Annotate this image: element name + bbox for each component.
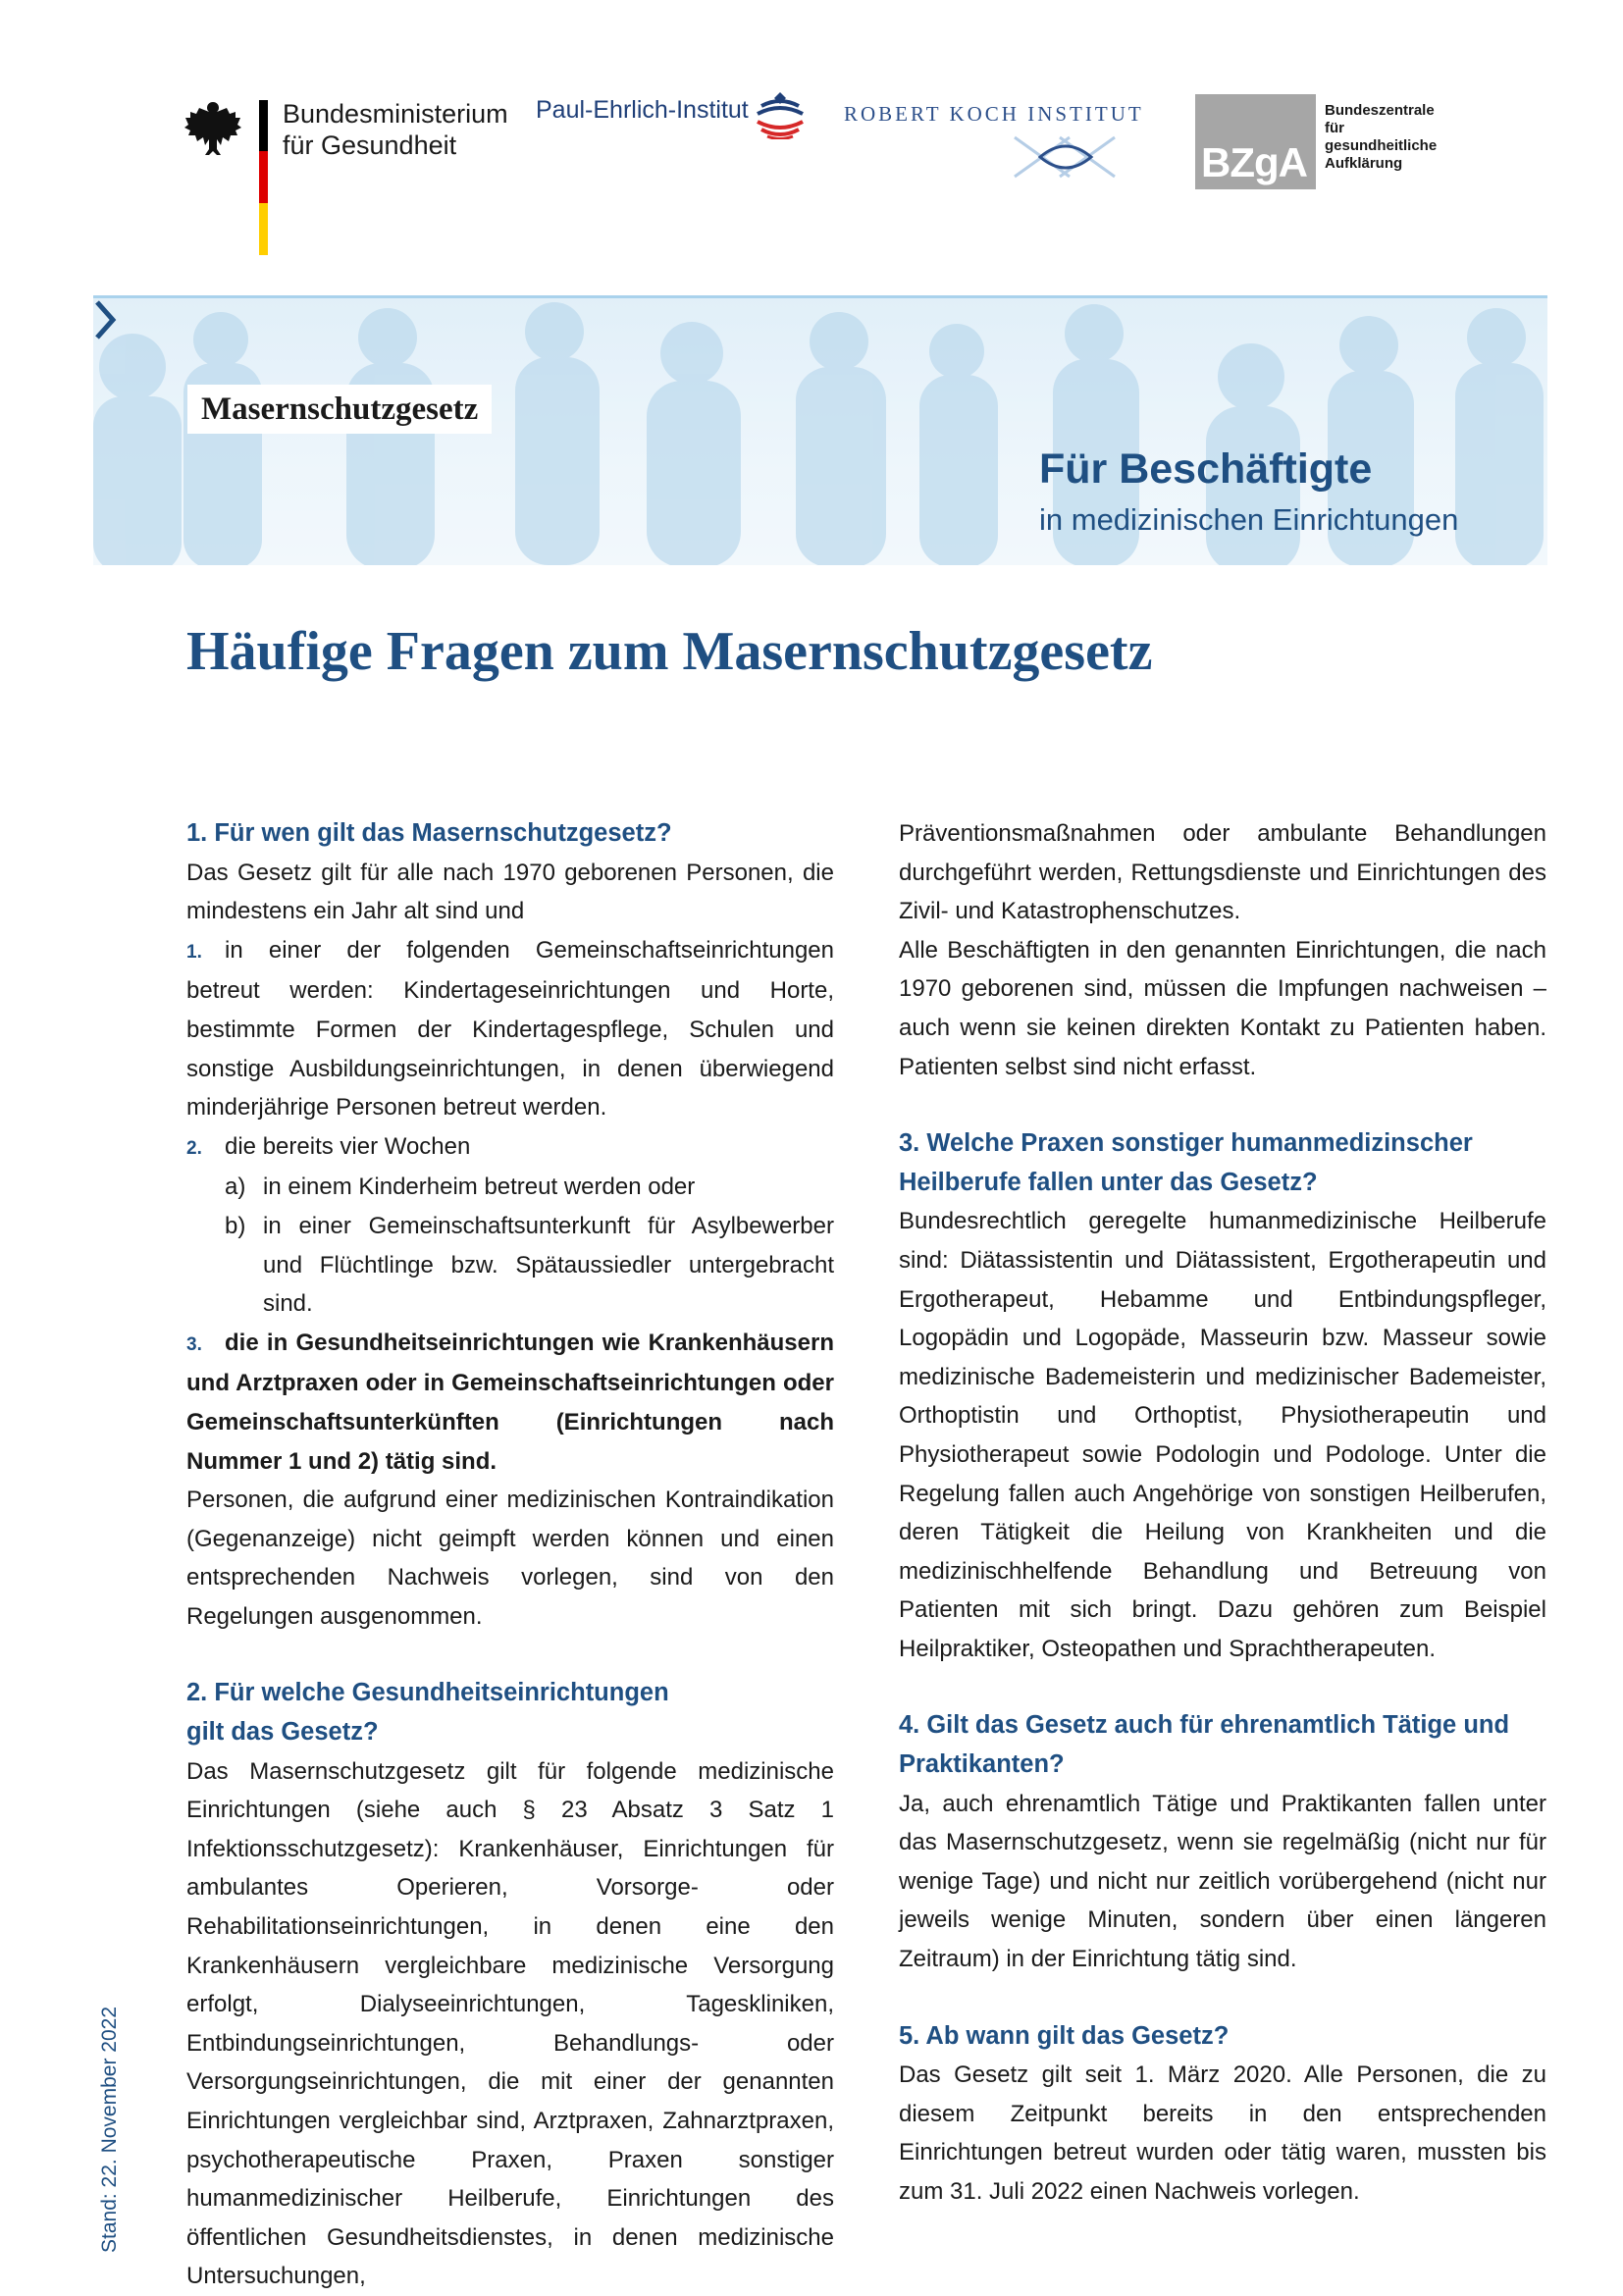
- right-column: [899, 814, 1546, 2212]
- bzga-logo: [1195, 94, 1470, 192]
- list-item-3: 3. die in Gesundheitseinrichtungen wie Krankenhäusern und Arztpraxen oder in Gemeinschaftseinrichtungen oder Gemeinschaftsunterkünften (Einrichtungen nach Nummer 1 und 2) tätig sind.: [186, 1329, 834, 1475]
- bzga-name: Bundeszentrale für gesundheitliche Aufklärung: [1325, 102, 1438, 172]
- section-4-body: Ja, auch ehrenamtlich Tätige und Praktikanten fallen unter das Masernschutzgesetz, wenn sie regelmäßig (nicht nur für wenige Tage) und nicht nur zeitlich vorübergehend (nicht nur jeweils wenige Minuten, sondern über einen längeren Zeitraum) in der Einrichtung tätig sind.: [899, 1790, 1546, 1973]
- section-1-heading: 1. Für wen gilt das Masernschutzgesetz?: [186, 819, 672, 847]
- banner-tag: Masernschutzgesetz: [187, 385, 492, 434]
- bzga-mark: BZgA: [1195, 94, 1316, 189]
- section-1-outro: Personen, die aufgrund einer medizinischen Kontraindikation (Gegenanzeige) nicht geimpft werden können und einen entsprechenden Nachweis vorlegen, sind von den Regelungen ausgenommen.: [186, 1487, 834, 1630]
- section-2-body-continued: Präventionsmaßnahmen oder ambulante Behandlungen durchgeführt werden, Rettungsdienste und Einrichtungen des Zivil- und Katastrophenschutzes.: [899, 820, 1546, 925]
- list-item-2: 2. die bereits vier Wochen: [186, 1132, 471, 1160]
- date-stamp: Stand: 22. November 2022: [98, 2007, 121, 2253]
- section-2-body: Das Masernschutzgesetz gilt für folgende medizinische Einrichtungen (siehe auch § 23 Absatz 3 Satz 1 Infektionsschutzgesetz): Krankenhäuser, Einrichtungen für ambulantes Operieren, Vorsorge- oder Rehabilitationseinrichtungen, in denen eine den Krankenhäusern vergleichbare medizinische Versorgung erfolgt, Dialyseeinrichtungen, Tageskliniken, Entbindungseinrichtungen, Behandlungs- oder Versorgungseinrichtungen, die mit einer der genannten Einrichtungen vergleichbar sind, Arztpraxen, Zahnarztpraxen, psychotherapeutische Praxen, Praxen sonstiger humanmedizinischer Heilberufe, Einrichtungen des öffentlichen Gesundheitsdienstes, in denen medizinische Untersuchungen,: [186, 1757, 834, 2290]
- list-item-2b: b) in einer Gemeinschaftsunterkunft für Asylbewerber und Flüchtlinge bzw. Spätaussiedler untergebracht sind.: [225, 1212, 834, 1318]
- section-4-heading: 4. Gilt das Gesetz auch für ehrenamtlich Tätige und Praktikanten?: [899, 1711, 1510, 1779]
- section-3-body: Bundesrechtlich geregelte humanmedizinische Heilberufe sind: Diätassistentin und Diätassistent, Ergotherapeutin und Ergotherapeut, Hebamme und Entbindungspfleger, Logopädin und Logopäde, Masseurin bzw. Masseur sowie medizinische Bademeisterin und medizinischer Bademeister, Orthoptistin und Orthoptist, Physiotherapeutin und Physiotherapeut sowie Podologin und Podologe. Unter die Regelung fallen auch Angehörige von sonstigen Heilberufen, deren Tätigkeit die Heilung von Krankheiten und die medizinischhelfende Behandlung und Betreuung von Patienten mit sich bringt. Dazu gehören zum Beispiel Heilpraktiker, Osteopathen und Sprachtherapeuten.: [899, 1208, 1546, 1662]
- federal-eagle-icon: [181, 96, 245, 161]
- section-3-heading: 3. Welche Praxen sonstiger humanmedizinscher Heilberufe fallen unter das Gesetz?: [899, 1129, 1473, 1196]
- pei-logo: [536, 90, 811, 139]
- rki-name: ROBERT KOCH INSTITUT: [844, 102, 1144, 126]
- pei-name: Paul-Ehrlich-Institut: [536, 96, 749, 124]
- section-5-body: Das Gesetz gilt seit 1. März 2020. Alle Personen, die zu diesem Zeitpunkt bereits in den entsprechenden Einrichtungen betreut wurden oder tätig waren, mussten bis zum 31. Juli 2022 einen Nachweis vorlegen.: [899, 2061, 1546, 2205]
- banner-title: Für Beschäftigte: [1039, 445, 1373, 493]
- german-flag-bar: [259, 100, 268, 255]
- rki-logo: [844, 98, 1158, 186]
- section-5-heading: 5. Ab wann gilt das Gesetz?: [899, 2021, 1230, 2050]
- section-2-body-2: Alle Beschäftigten in den genannten Einrichtungen, die nach 1970 geborenen sind, müssen die Impfungen nachweisen – auch wenn sie keinen direkten Kontakt zu Patienten haben. Patienten selbst sind nicht erfasst.: [899, 936, 1546, 1080]
- page-title: Häufige Fragen zum Masernschutzgesetz: [186, 621, 1153, 682]
- left-column: [186, 814, 834, 2296]
- section-2-heading: 2. Für welche Gesundheitseinrichtungen gilt das Gesetz?: [186, 1679, 669, 1747]
- pei-logo-icon: [754, 90, 807, 139]
- header-banner: [93, 298, 1547, 565]
- rki-logo-icon: [1011, 130, 1119, 184]
- list-item-2a: a) in einem Kinderheim betreut werden oder: [225, 1174, 696, 1201]
- bmg-name: Bundesministerium für Gesundheit: [283, 99, 508, 160]
- banner-subtitle: in medizinischen Einrichtungen: [1039, 502, 1459, 537]
- list-item-1: 1. in einer der folgenden Gemeinschaftseinrichtungen betreut werden: Kindertageseinrichtungen und Horte, bestimmte Formen der Kindertagespflege, Schulen und sonstige Ausbildungseinrichtungen, in denen überwiegend minderjährige Personen betreut werden.: [186, 936, 834, 1122]
- chevron-right-icon: [93, 298, 119, 341]
- bmg-logo: [181, 96, 508, 258]
- section-1-intro: Das Gesetz gilt für alle nach 1970 geborenen Personen, die mindestens ein Jahr alt sind und: [186, 859, 834, 925]
